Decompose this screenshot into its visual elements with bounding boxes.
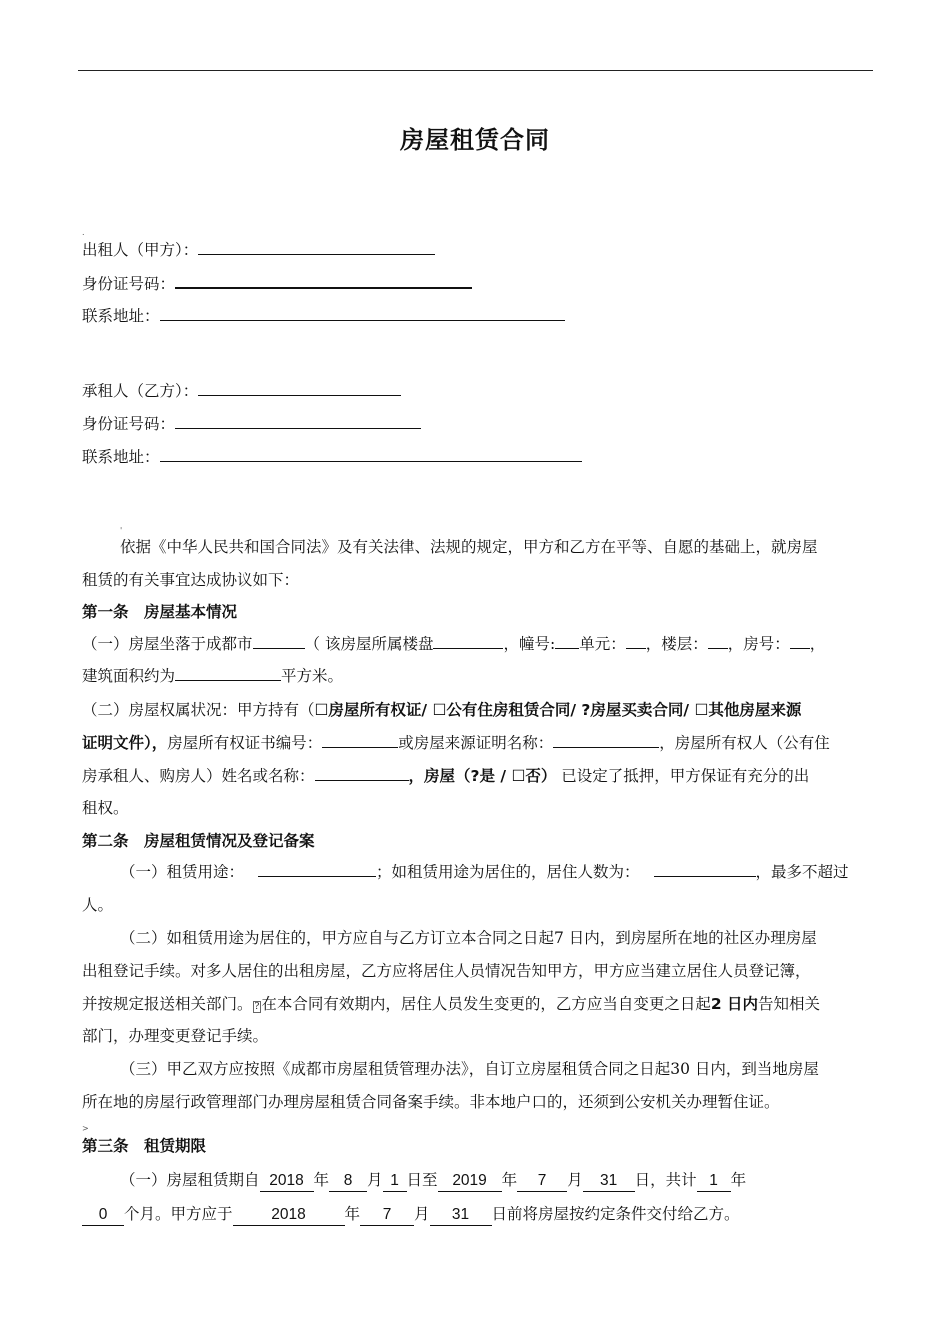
room-blank[interactable]: [790, 634, 810, 649]
article3-p1-line2: 0 个月。甲方应于 2018 年 7 月 31 日前将房屋按约定条件交付给乙方。: [82, 1204, 740, 1226]
lessor-addr-label: 联系地址：: [82, 307, 160, 325]
article3-p1-line1: （一）房屋租赁期自 2018 年 8 月 1 日至 2019 年 7 月 31 日，共计 1 年: [120, 1170, 746, 1192]
start-day[interactable]: 1: [383, 1171, 407, 1192]
start-year[interactable]: 2018: [260, 1171, 314, 1192]
lessee-id-label: 身份证号码：: [82, 415, 176, 433]
lessee-name-label: 承租人（乙方）：: [82, 382, 199, 400]
deliver-year[interactable]: 2018: [233, 1205, 345, 1226]
article2-p3-line1: （三）甲乙双方应按照《成都市房屋租赁管理办法》，自订立房屋租赁合同之日起30 日内，到当地房屋: [120, 1060, 819, 1078]
usage-blank[interactable]: [258, 862, 376, 877]
article2-p2-line1: （二）如租赁用途为居住的，甲方应自与乙方订立本合同之日起7 日内，到房屋所在地的社区办理房屋: [120, 929, 817, 947]
unit-blank[interactable]: [626, 634, 646, 649]
deliver-month[interactable]: 7: [360, 1205, 414, 1226]
ownership-options[interactable]: ☐房屋所有权证/ ☐公有住房租赁合同/ ?房屋买卖合同/ ☐其他房屋来源: [314, 701, 802, 719]
lessee-name-blank[interactable]: [198, 381, 401, 396]
article1-p2-line1: （二）房屋权属状况：甲方持有（☐房屋所有权证/ ☐公有住房租赁合同/ ?房屋买卖合同/ ☐其他房屋来源: [82, 701, 802, 719]
end-day[interactable]: 31: [583, 1171, 635, 1192]
mark: >: [82, 1124, 89, 1133]
mark: ': [120, 526, 123, 535]
area-blank[interactable]: [175, 666, 281, 681]
floor-blank[interactable]: [708, 634, 728, 649]
lessor-addr-blank[interactable]: [160, 306, 565, 321]
deliver-day[interactable]: 31: [430, 1205, 492, 1226]
lessor-id-label: 身份证号码：: [82, 275, 176, 293]
estate-blank[interactable]: [433, 634, 503, 649]
occupants-blank[interactable]: [654, 862, 756, 877]
article1-p1-line1: （一）房屋坐落于成都市 （ 该房屋所属楼盘 ，幢号: 单元： ，楼层： ，房号： ，: [82, 635, 826, 653]
document-title: 房屋租赁合同: [400, 126, 550, 154]
article2-p1-line1: （一）租赁用途： ；如租赁用途为居住的，居住人数为： ，最多不超过: [120, 863, 849, 881]
cert-name-blank[interactable]: [553, 733, 659, 748]
article2-p2-line3: 并按规定报送相关部门。 ? 在本合同有效期内，居住人员发生变更的，乙方应当自变更之日起2 日内告知相关: [82, 995, 821, 1013]
article1-p2-line3: 房承租人、购房人）姓名或名称： ，房屋（?是 / ☐否） 已设定了抵押，甲方保证有充分的出: [82, 767, 810, 785]
article1-p2-line4: 租权。: [82, 799, 129, 817]
lessor-id-row: [82, 273, 472, 294]
cert-number-blank[interactable]: [322, 733, 398, 748]
end-month[interactable]: 7: [517, 1171, 567, 1192]
lessee-addr-row: [82, 447, 582, 467]
lessor-name-label: 出租人（甲方）：: [82, 241, 199, 259]
city-blank[interactable]: [253, 634, 305, 649]
lessor-name-row: [82, 240, 435, 260]
total-months[interactable]: 0: [82, 1205, 124, 1226]
building-blank[interactable]: [555, 634, 579, 649]
lessor-addr-row: [82, 306, 565, 326]
article2-p3-line2: 所在地的房屋行政管理部门办理房屋租赁合同备案手续。非本地户口的，还须到公安机关办理暂住证。: [82, 1093, 780, 1111]
article3-heading: 第三条 租赁期限: [82, 1137, 207, 1155]
end-year[interactable]: 2019: [438, 1171, 502, 1192]
owner-name-blank[interactable]: [315, 766, 409, 781]
lessor-name-blank[interactable]: [198, 240, 435, 255]
intro-line-2: 租赁的有关事宜达成协议如下：: [82, 571, 300, 589]
intro-line-1: 依据《中华人民共和国合同法》及有关法律、法规的规定，甲方和乙方在平等、自愿的基础上，就房屋: [120, 538, 818, 556]
header-rule: [78, 70, 873, 71]
lessor-id-blank[interactable]: [175, 273, 472, 289]
article2-p2-line2: 出租登记手续。对多人居住的出租房屋，乙方应将居住人员情况告知甲方，甲方应当建立居住人员登记簿，: [82, 962, 811, 980]
article2-p1-line2: 人。: [82, 896, 114, 914]
article1-heading: 第一条 房屋基本情况: [82, 603, 238, 621]
lessee-id-row: [82, 414, 421, 434]
mark: .: [82, 228, 85, 237]
article2-p2-line4: 部门，办理变更登记手续。: [82, 1027, 269, 1045]
total-years[interactable]: 1: [697, 1171, 731, 1192]
lessee-id-blank[interactable]: [175, 414, 421, 429]
article1-p1-line2: 建筑面积约为 平方米。: [82, 667, 344, 685]
start-month[interactable]: 8: [329, 1171, 367, 1192]
lessee-addr-blank[interactable]: [160, 447, 582, 462]
article2-heading: 第二条 房屋租赁情况及登记备案: [82, 832, 315, 850]
placeholder-glyph: ?: [254, 1002, 260, 1012]
lessee-name-row: [82, 381, 401, 401]
mortgage-options[interactable]: ?是 / ☐否）: [470, 767, 557, 785]
article1-p2-line2: 证明文件），房屋所有权证书编号： 或房屋来源证明名称： ，房屋所有权人（公有住: [82, 734, 830, 752]
lessee-addr-label: 联系地址：: [82, 448, 160, 466]
